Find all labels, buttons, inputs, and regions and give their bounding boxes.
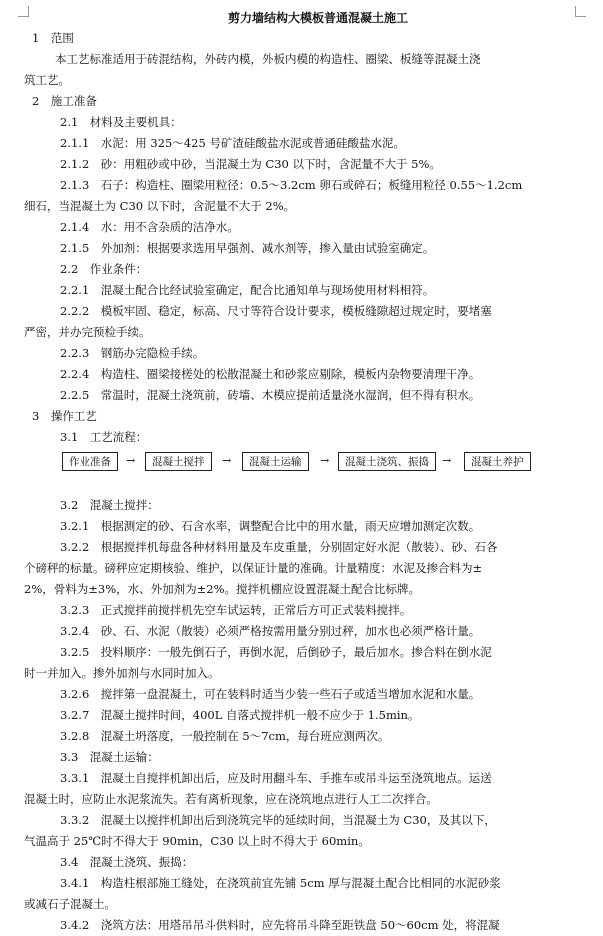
text-line: 气温高于 25℃时不得大于 90min，C30 以上时不得大于 60min。 <box>24 834 370 848</box>
text-line: 2%，骨料为±3%，水、外加剂为±2%。搅拌机棚应设置混凝土配合比标牌。 <box>24 582 420 596</box>
text-line: 3.2.3 正式搅拌前搅拌机先空车试运转，正常后方可正式装料搅拌。 <box>60 603 412 617</box>
text-line: 3.2.1 根据测定的砂、石含水率，调整配合比中的用水量，雨天应增加测定次数。 <box>60 519 481 533</box>
text-line: 2.1 材料及主要机具： <box>60 115 182 129</box>
document-body-part1 <box>24 28 580 448</box>
text-line: 2.2.2 模板牢固、稳定，标高、尺寸等符合设计要求，模板缝隙超过规定时，要堵塞 <box>60 304 492 318</box>
text-line: 3.1 工艺流程： <box>60 430 148 444</box>
text-line: 2.1.5 外加剂：根据要求选用早强剂、减水剂等，掺入量由试验室确定。 <box>60 241 435 255</box>
text-line: 2 施工准备 <box>32 94 97 108</box>
flow-step-mixing: 混凝土搅拌 <box>145 452 212 471</box>
text-line: 筑工艺。 <box>24 73 70 87</box>
text-line: 3.2.6 搅拌第一盘混凝土，可在装料时适当少装一些石子或适当增加水泥和水量。 <box>60 687 481 701</box>
text-line: 3.2 混凝土搅拌： <box>60 498 159 512</box>
flow-arrow-4: → <box>442 454 452 467</box>
flow-arrow-3: → <box>320 454 330 467</box>
text-line: 3.2.5 投料顺序：一般先倒石子，再倒水泥，后倒砂子，最后加水。掺合料在倒水泥 <box>60 645 492 659</box>
flow-step-pouring: 混凝土浇筑、振捣 <box>338 452 436 471</box>
text-line: 1 范围 <box>32 31 74 45</box>
text-line: 3.4.2 浇筑方法：用塔吊吊斗供料时，应先将吊斗降至距铁盘 50～60cm 处，将混凝 <box>60 918 500 932</box>
text-line: 本工艺标准适用于砖混结构，外砖内模，外板内模的构造柱、圈梁、板缝等混凝土浇 <box>32 52 481 66</box>
text-line: 3.2.7 混凝土搅拌时间，400L 自落式搅拌机一般不应少于 1.5min。 <box>60 708 420 722</box>
text-line: 3.2.4 砂、石、水泥（散装）必须严格按需用量分别过秤，加水也必须严格计量。 <box>60 624 481 638</box>
document-title: 剪力墙结构大模板普通混凝土施工 <box>227 11 408 25</box>
text-line: 3 操作工艺 <box>32 409 97 423</box>
text-line: 2.2 作业条件： <box>60 262 148 276</box>
text-line: 3.3 混凝土运输： <box>60 750 159 764</box>
text-line: 严密，并办完预检手续。 <box>24 325 151 339</box>
flow-arrow-2: → <box>222 454 232 467</box>
process-flowchart <box>24 449 580 479</box>
text-line: 混凝土时，应防止水泥浆流失。若有离析现象，应在浇筑地点进行人工二次拌合。 <box>24 792 438 806</box>
flow-step-prepare: 作业准备 <box>62 452 118 471</box>
text-line: 细石，当混凝土为 C30 以下时，含泥量不大于 2%。 <box>24 199 296 213</box>
text-line: 2.2.1 混凝土配合比经试验室确定，配合比通知单与现场使用材料相符。 <box>60 283 435 297</box>
text-line: 时一并加入。掺外加剂与水同时加入。 <box>24 666 220 680</box>
text-line: 个磅秤的标量。磅秤应定期核验、维护，以保证计量的准确。计量精度：水泥及掺合料为± <box>24 561 483 575</box>
text-line: 2.1.4 水：用不含杂质的洁净水。 <box>60 220 239 234</box>
flow-step-curing: 混凝土养护 <box>464 452 531 471</box>
text-line: 2.1.3 石子：构造柱、圈梁用粒径：0.5～3.2cm 卵石或碎石；板缝用粒径 0.55～1.2cm <box>60 178 523 192</box>
document-body-part2 <box>24 495 580 936</box>
text-line: 3.3.1 混凝土自搅拌机卸出后，应及时用翻斗车、手推车或吊斗运至浇筑地点。运送 <box>60 771 492 785</box>
text-line: 3.2.2 根据搅拌机每盘各种材料用量及车皮重量，分别固定好水泥（散装）、砂、石各 <box>60 540 498 554</box>
text-line: 2.1.2 砂：用粗砂或中砂，当混凝土为 C30 以下时，含泥量不大于 5%。 <box>60 157 441 171</box>
text-line: 2.2.4 构造柱、圈梁接槎处的松散混凝土和砂浆应剔除，模板内杂物要清理干净。 <box>60 367 481 381</box>
text-line: 3.4.1 构造柱根部施工缝处，在浇筑前宜先铺 5cm 厚与混凝土配合比相同的水泥砂浆 <box>60 876 501 890</box>
flow-arrow-1: → <box>126 454 136 467</box>
text-line: 3.3.2 混凝土以搅拌机卸出后到浇筑完毕的延续时间，当混凝土为 C30，及其以下， <box>60 813 496 827</box>
document-page <box>24 8 580 936</box>
flow-step-transport: 混凝土运输 <box>242 452 309 471</box>
text-line: 2.2.5 常温时，混凝土浇筑前，砖墙、木模应提前适量浇水湿润，但不得有积水。 <box>60 388 481 402</box>
text-line: 或减石子混凝土。 <box>24 897 116 911</box>
text-line: 2.2.3 钢筋办完隐检手续。 <box>60 346 205 360</box>
text-line: 2.1.1 水泥：用 325～425 号矿渣硅酸盐水泥或普通硅酸盐水泥。 <box>60 136 405 150</box>
text-line: 3.4 混凝土浇筑、振捣： <box>60 855 194 869</box>
text-line: 3.2.8 混凝土坍落度，一般控制在 5～7cm，每台班应测两次。 <box>60 729 390 743</box>
